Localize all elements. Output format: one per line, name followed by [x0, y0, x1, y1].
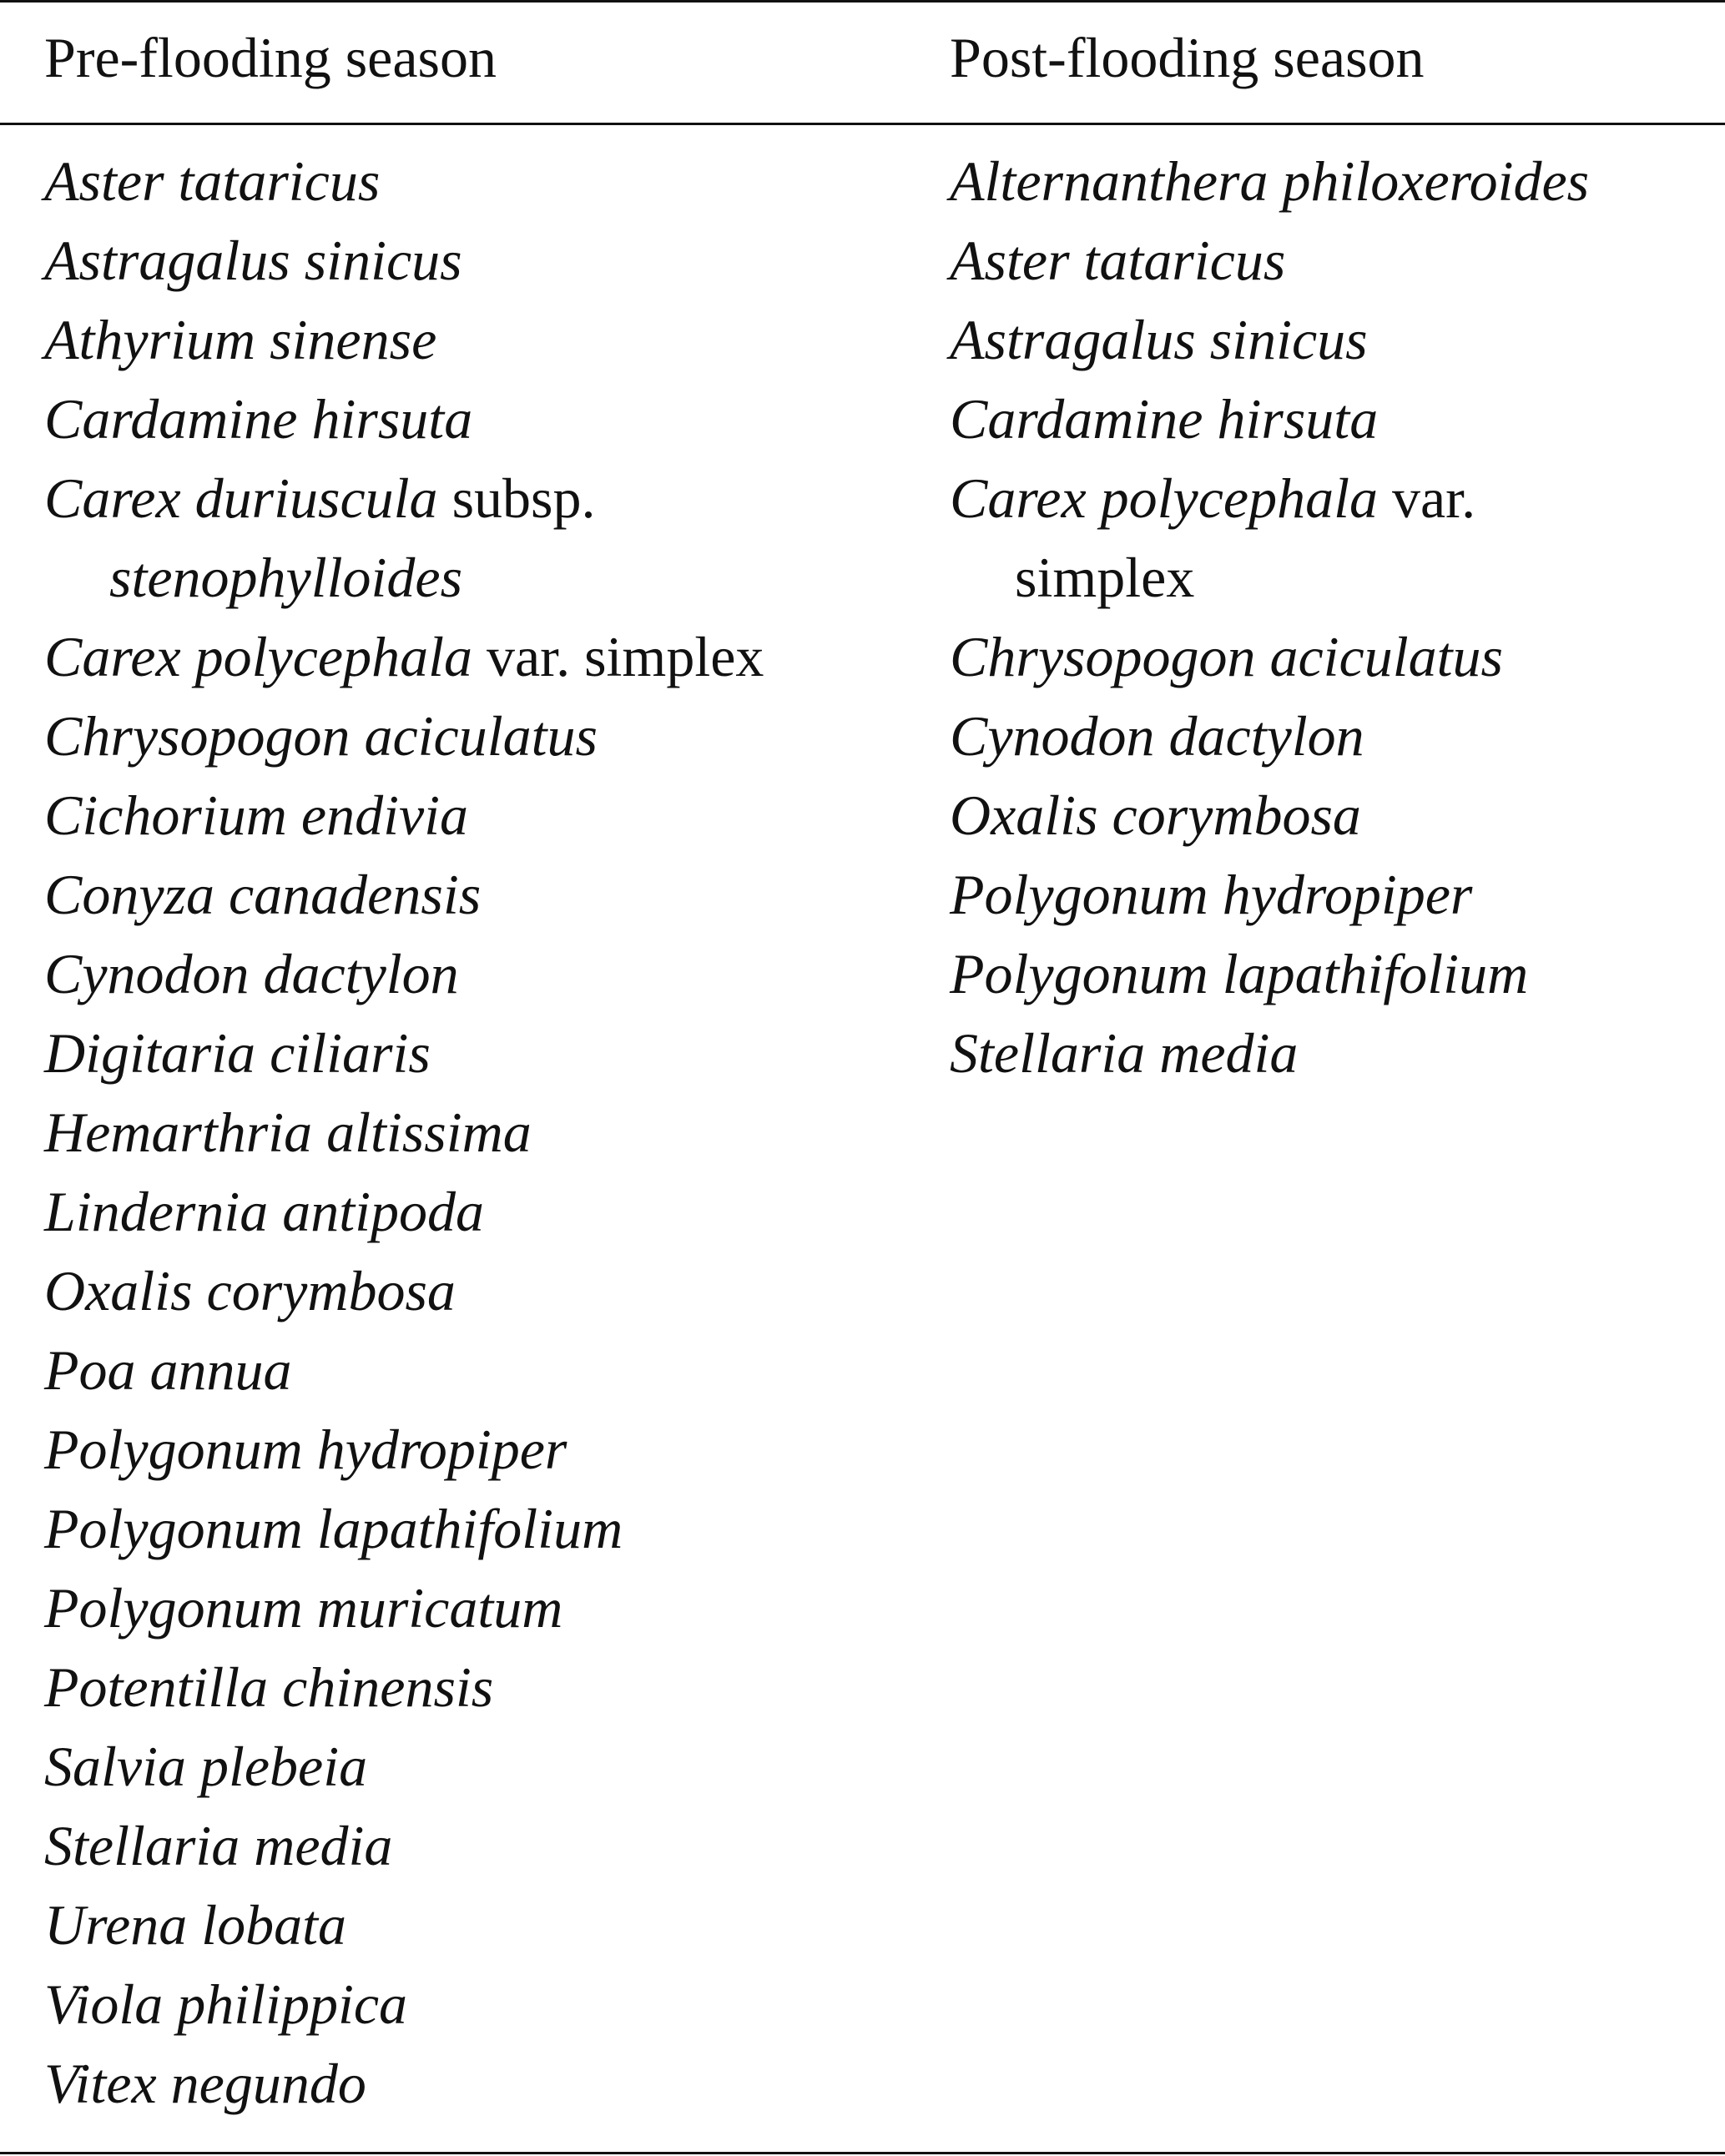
species-name: Cichorium endivia: [44, 783, 469, 847]
species-entry: [44, 380, 764, 459]
species-first-line: [950, 387, 1378, 451]
species-entry: [950, 697, 1589, 776]
species-name: Poa annua: [44, 1338, 292, 1402]
species-entry: [44, 1410, 764, 1489]
species-entry: [44, 459, 764, 617]
species-first-line: [44, 466, 596, 530]
species-first-line: [950, 783, 1361, 847]
species-first-line: [44, 1972, 407, 2036]
species-first-line: [44, 863, 481, 926]
species-name: Polygonum hydropiper: [950, 863, 1473, 926]
species-first-line: [44, 1180, 484, 1243]
species-first-line: [950, 229, 1285, 292]
species-entry: [44, 1172, 764, 1252]
species-name: Hemarthria altissima: [44, 1101, 532, 1164]
species-entry: [44, 1093, 764, 1172]
species-name: Polygonum lapathifolium: [950, 942, 1529, 1005]
table-header-rule: [0, 123, 1725, 125]
species-name: Vitex negundo: [44, 2052, 366, 2115]
species-first-line: [950, 1021, 1298, 1085]
species-first-line: [44, 625, 764, 688]
species-name: Oxalis corymbosa: [950, 783, 1361, 847]
species-first-line: [44, 1259, 456, 1322]
species-entry: [950, 855, 1589, 934]
species-entry: [950, 380, 1589, 459]
species-first-line: [44, 229, 462, 292]
species-entry: [950, 617, 1589, 697]
species-entry: [44, 221, 764, 300]
species-first-line: [44, 942, 459, 1005]
species-name: Cynodon dactylon: [950, 704, 1364, 768]
species-name: Digitaria ciliaris: [44, 1021, 431, 1085]
species-name: Lindernia antipoda: [44, 1180, 485, 1243]
species-first-line: [44, 783, 468, 847]
species-first-line: [950, 308, 1368, 371]
table-bottom-rule: [0, 2152, 1725, 2154]
species-first-line: [44, 2052, 366, 2115]
species-first-line: [44, 704, 598, 768]
species-entry: [44, 1489, 764, 1569]
species-entry: [44, 617, 764, 697]
species-name: Astragalus sinicus: [44, 229, 462, 292]
species-name: Alternanthera philoxeroides: [950, 149, 1590, 213]
species-entry: [950, 1014, 1589, 1093]
species-first-line: [44, 149, 380, 213]
species-name: Cardamine hirsuta: [44, 387, 473, 451]
table-top-rule: [0, 0, 1725, 3]
species-entry: [950, 776, 1589, 855]
species-name: Polygonum muricatum: [44, 1576, 563, 1640]
species-name: Conyza canadensis: [44, 863, 482, 926]
species-first-line: [950, 466, 1475, 530]
species-entry: [44, 934, 764, 1014]
species-name: Aster tataricus: [950, 229, 1286, 292]
species-name: Astragalus sinicus: [950, 308, 1368, 371]
species-first-line: [950, 625, 1503, 688]
pre-flooding-species-list: [44, 142, 764, 2123]
species-entry: [950, 459, 1589, 617]
species-name: Potentilla chinensis: [44, 1655, 494, 1719]
species-name: Salvia plebeia: [44, 1735, 368, 1798]
species-name: Carex polycephala: [950, 466, 1378, 530]
species-name: Urena lobata: [44, 1893, 347, 1957]
species-first-line: [950, 863, 1472, 926]
species-name: Cardamine hirsuta: [950, 387, 1379, 451]
species-entry: [44, 1569, 764, 1648]
species-entry: [950, 221, 1589, 300]
species-first-line: [950, 704, 1364, 768]
species-first-line: [44, 1497, 623, 1560]
species-name: Cynodon dactylon: [44, 942, 459, 1005]
species-entry: [44, 1727, 764, 1806]
species-entry: [44, 776, 764, 855]
species-infraspecific-epithet: simplex: [1015, 546, 1195, 609]
species-first-line: [44, 1021, 431, 1085]
species-entry: [44, 1886, 764, 1965]
species-name: Stellaria media: [44, 1814, 393, 1877]
species-entry: [44, 300, 764, 380]
header-pre-flooding: Pre-flooding season: [44, 26, 497, 89]
species-entry: [950, 142, 1589, 221]
species-name: Chrysopogon aciculatus: [44, 704, 598, 768]
species-entry: [44, 1965, 764, 2044]
species-entry: [44, 1806, 764, 1886]
species-first-line: [44, 1418, 567, 1481]
species-first-line: [44, 1893, 346, 1957]
species-rank: var.: [1392, 466, 1476, 530]
species-entry: [950, 934, 1589, 1014]
species-first-line: [950, 149, 1589, 213]
species-entry: [44, 1648, 764, 1727]
species-rank: var. simplex: [487, 625, 764, 688]
species-name: Oxalis corymbosa: [44, 1259, 456, 1322]
species-entry: [44, 855, 764, 934]
species-first-line: [44, 308, 436, 371]
species-first-line: [44, 1735, 367, 1798]
species-entry: [44, 1331, 764, 1410]
species-name: Viola philippica: [44, 1972, 408, 2036]
species-first-line: [44, 1814, 392, 1877]
species-first-line: [44, 387, 472, 451]
species-name: Chrysopogon aciculatus: [950, 625, 1503, 688]
species-entry: [950, 300, 1589, 380]
species-rank: subsp.: [451, 466, 596, 530]
species-name: Polygonum hydropiper: [44, 1418, 567, 1481]
species-name: Carex duriuscula: [44, 466, 438, 530]
header-post-flooding: Post-flooding season: [950, 26, 1425, 89]
species-infraspecific-epithet: stenophylloides: [109, 546, 463, 609]
species-name: Athyrium sinense: [44, 308, 437, 371]
species-entry: [44, 142, 764, 221]
species-first-line: [44, 1338, 292, 1402]
species-first-line: [44, 1576, 562, 1640]
species-name: Carex polycephala: [44, 625, 472, 688]
species-name: Aster tataricus: [44, 149, 381, 213]
species-first-line: [950, 942, 1528, 1005]
species-name: Stellaria media: [950, 1021, 1299, 1085]
species-entry: [44, 697, 764, 776]
post-flooding-species-list: [950, 142, 1589, 1093]
species-first-line: [44, 1101, 532, 1164]
species-entry: [44, 1014, 764, 1093]
species-entry: [44, 2044, 764, 2123]
species-name: Polygonum lapathifolium: [44, 1497, 623, 1560]
species-first-line: [44, 1655, 493, 1719]
species-entry: [44, 1252, 764, 1331]
